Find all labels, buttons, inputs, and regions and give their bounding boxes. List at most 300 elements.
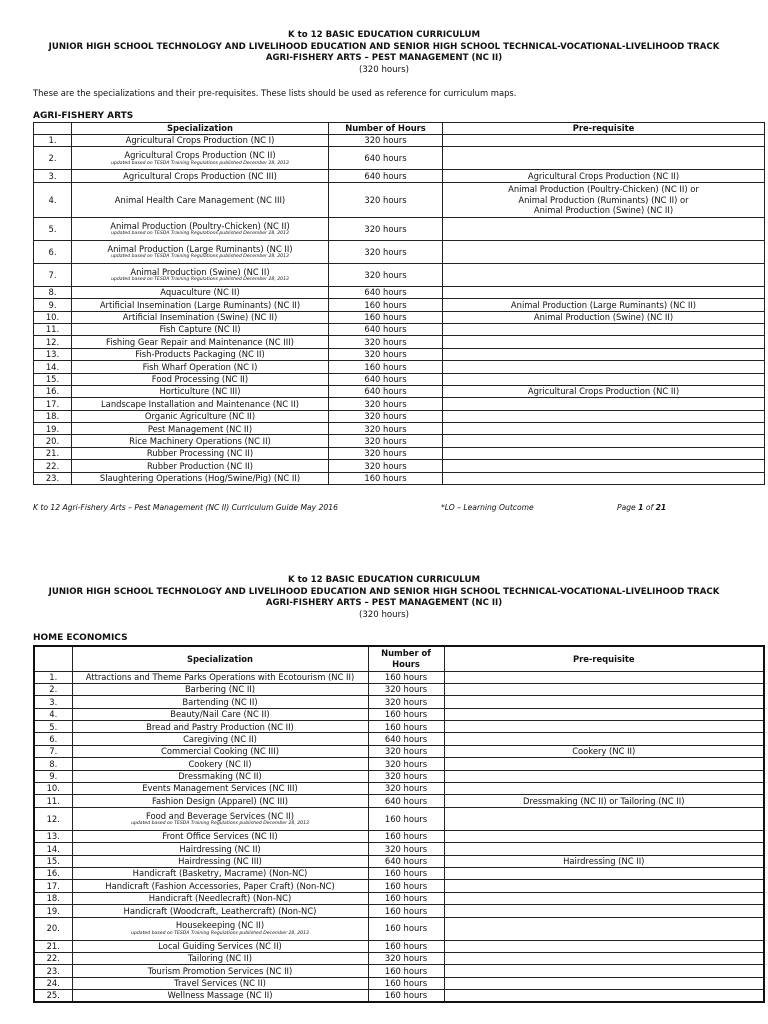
hours-cell: 320 hours xyxy=(368,770,444,782)
specialization-name: Handicraft (Fashion Accessories, Paper Craft) (Non-NC) xyxy=(105,880,335,891)
hours-cell: 640 hours xyxy=(368,855,444,867)
prerequisite-cell xyxy=(443,336,765,348)
hours-cell: 320 hours xyxy=(329,447,443,459)
column-header-number-2 xyxy=(34,646,72,671)
table-row xyxy=(34,311,765,323)
specialization-cell xyxy=(72,385,329,397)
table-row xyxy=(34,880,764,892)
specialization-name: Agricultural Crops Production (NC I) xyxy=(125,135,275,146)
specialization-cell xyxy=(72,147,329,170)
row-number: 5. xyxy=(34,217,72,240)
hours-cell: 320 hours xyxy=(329,336,443,348)
row-number: 20. xyxy=(34,435,72,447)
specialization-name: Rubber Production (NC II) xyxy=(146,460,254,471)
specialization-name: Cookery (NC II) xyxy=(188,758,252,769)
hours-cell: 160 hours xyxy=(329,299,443,311)
table-row xyxy=(34,855,764,867)
table-row xyxy=(34,472,765,484)
table-row xyxy=(34,263,765,286)
prerequisite-cell xyxy=(443,348,765,360)
prerequisite-cell xyxy=(444,965,764,977)
prerequisite-cell xyxy=(443,373,765,385)
prerequisite-cell: Agricultural Crops Production (NC II) xyxy=(443,170,765,182)
specialization-name: Rice Machinery Operations (NC II) xyxy=(129,435,271,446)
prerequisite-cell xyxy=(443,472,765,484)
prerequisite-cell xyxy=(444,721,764,733)
hours-cell: 160 hours xyxy=(329,472,443,484)
row-number: 24. xyxy=(34,977,72,989)
table-row xyxy=(34,299,765,311)
footer-of-word: of xyxy=(643,503,656,512)
hours-cell: 320 hours xyxy=(368,843,444,855)
hours-cell: 320 hours xyxy=(329,217,443,240)
hours-cell: 160 hours xyxy=(368,830,444,842)
specialization-name: Animal Production (Poultry-Chicken) (NC II) xyxy=(110,220,290,231)
specialization-name: Local Guiding Services (NC II) xyxy=(158,940,282,951)
hours-cell: 640 hours xyxy=(329,373,443,385)
table-row xyxy=(34,990,764,1002)
specialization-name: Aquaculture (NC II) xyxy=(160,287,240,298)
prerequisite-cell xyxy=(443,263,765,286)
specialization-name: Bartending (NC II) xyxy=(182,696,258,707)
specialization-name: Handicraft (Basketry, Macrame) (Non-NC) xyxy=(132,868,308,879)
specialization-cell xyxy=(72,447,329,459)
specialization-cell xyxy=(72,398,329,410)
table-row xyxy=(34,696,764,708)
table-row xyxy=(34,952,764,964)
prerequisite-cell xyxy=(443,323,765,335)
table-row xyxy=(34,977,764,989)
section-title-home: HOME ECONOMICS xyxy=(33,633,128,643)
column-header-hours: Number of Hours xyxy=(329,123,443,135)
prerequisite-cell xyxy=(443,460,765,472)
specialization-cell xyxy=(72,323,329,335)
specialization-cell xyxy=(72,892,368,904)
hours-cell: 320 hours xyxy=(329,435,443,447)
table-row xyxy=(34,830,764,842)
hours-cell: 320 hours xyxy=(329,182,443,217)
specialization-cell xyxy=(72,135,329,147)
specialization-name: Bread and Pastry Production (NC II) xyxy=(146,721,294,732)
hours-cell: 320 hours xyxy=(368,952,444,964)
table-row xyxy=(34,135,765,147)
tesda-update-note: updated based on TESDA Training Regulations published December 28, 2013 xyxy=(111,231,289,237)
specialization-cell xyxy=(72,240,329,263)
prerequisite-cell: Hairdressing (NC II) xyxy=(444,855,764,867)
prerequisite-cell: Animal Production (Large Ruminants) (NC II) xyxy=(443,299,765,311)
header-line-3: AGRI-FISHERY ARTS – PEST MANAGEMENT (NC II) xyxy=(265,53,503,63)
agri-table-body xyxy=(34,135,765,485)
specialization-cell xyxy=(72,855,368,867)
footer-page-total: 21 xyxy=(655,503,667,512)
prerequisite-cell xyxy=(444,807,764,830)
document-page-2 xyxy=(0,520,768,1024)
table-row xyxy=(34,917,764,940)
row-number: 8. xyxy=(34,286,72,298)
table-row xyxy=(34,240,765,263)
header2-line-1: K to 12 BASIC EDUCATION CURRICULUM xyxy=(287,575,481,585)
row-number: 11. xyxy=(34,795,72,807)
specialization-cell xyxy=(72,708,368,720)
prerequisite-cell xyxy=(444,892,764,904)
prerequisite-cell: Dressmaking (NC II) or Tailoring (NC II) xyxy=(444,795,764,807)
table-row xyxy=(34,182,765,217)
specialization-cell xyxy=(72,170,329,182)
row-number: 21. xyxy=(34,447,72,459)
table-row xyxy=(34,410,765,422)
specialization-name: Fish Wharf Operation (NC I) xyxy=(142,361,258,372)
hours-cell: 320 hours xyxy=(329,410,443,422)
table-row xyxy=(34,940,764,952)
table-row xyxy=(34,965,764,977)
prerequisite-cell xyxy=(444,783,764,795)
tesda-update-note: updated based on TESDA Training Regulations published December 28, 2013 xyxy=(111,254,289,260)
table-row xyxy=(34,721,764,733)
specialization-name: Commercial Cooking (NC III) xyxy=(160,746,280,757)
specialization-cell xyxy=(72,361,329,373)
hours-cell: 160 hours xyxy=(368,721,444,733)
prerequisite-cell xyxy=(443,361,765,373)
tesda-update-note: updated based on TESDA Training Regulations published December 28, 2013 xyxy=(111,277,289,283)
row-number: 22. xyxy=(34,460,72,472)
table-row xyxy=(34,905,764,917)
hours-cell: 640 hours xyxy=(329,286,443,298)
home-table xyxy=(33,645,765,1003)
specialization-name: Fish Capture (NC II) xyxy=(159,324,241,335)
specialization-name: Rubber Processing (NC II) xyxy=(146,448,254,459)
hours-cell: 320 hours xyxy=(329,348,443,360)
prerequisite-cell xyxy=(444,977,764,989)
hours-cell: 160 hours xyxy=(329,311,443,323)
table-row xyxy=(34,147,765,170)
row-number: 14. xyxy=(34,843,72,855)
specialization-name: Hairdressing (NC II) xyxy=(179,843,261,854)
specialization-cell xyxy=(72,683,368,695)
hours-cell: 640 hours xyxy=(329,385,443,397)
row-number: 13. xyxy=(34,348,72,360)
row-number: 2. xyxy=(34,147,72,170)
specialization-cell xyxy=(72,460,329,472)
hours-cell: 320 hours xyxy=(329,240,443,263)
row-number: 2. xyxy=(34,683,72,695)
specialization-name: Slaughtering Operations (Hog/Swine/Pig) (NC II) xyxy=(99,473,301,484)
specialization-name: Horticulture (NC III) xyxy=(159,386,241,397)
row-number: 10. xyxy=(34,311,72,323)
specialization-name: Housekeeping (NC II) xyxy=(175,920,265,931)
specialization-cell xyxy=(72,940,368,952)
table-row xyxy=(34,217,765,240)
specialization-name: Food and Beverage Services (NC II) xyxy=(145,810,295,821)
table-row xyxy=(34,460,765,472)
hours-cell: 160 hours xyxy=(368,905,444,917)
table-row xyxy=(34,892,764,904)
row-number: 8. xyxy=(34,758,72,770)
hours-cell: 640 hours xyxy=(329,323,443,335)
prerequisite-cell xyxy=(444,917,764,940)
row-number: 15. xyxy=(34,855,72,867)
specialization-name: Pest Management (NC II) xyxy=(147,423,253,434)
specialization-cell xyxy=(72,783,368,795)
table-row xyxy=(34,447,765,459)
specialization-cell xyxy=(72,721,368,733)
prerequisite-cell: Animal Production (Swine) (NC II) xyxy=(443,311,765,323)
row-number: 7. xyxy=(34,745,72,757)
specialization-cell xyxy=(72,745,368,757)
home-table-body xyxy=(34,671,764,1002)
specialization-cell xyxy=(72,671,368,683)
row-number: 5. xyxy=(34,721,72,733)
hours-cell: 320 hours xyxy=(329,460,443,472)
agri-table xyxy=(33,122,765,485)
hours-cell: 320 hours xyxy=(368,783,444,795)
table-row xyxy=(34,758,764,770)
row-number: 22. xyxy=(34,952,72,964)
table-row xyxy=(34,843,764,855)
specialization-cell xyxy=(72,965,368,977)
specialization-name: Beauty/Nail Care (NC II) xyxy=(170,709,270,720)
footer-page-word: Page xyxy=(617,503,639,512)
column-header-prerequisite: Pre-requisite xyxy=(443,123,765,135)
footer-legend: *LO – Learning Outcome xyxy=(441,503,534,512)
hours-cell: 160 hours xyxy=(368,671,444,683)
prerequisite-cell xyxy=(443,286,765,298)
row-number: 3. xyxy=(34,170,72,182)
row-number: 19. xyxy=(34,905,72,917)
specialization-cell xyxy=(72,472,329,484)
row-number: 4. xyxy=(34,708,72,720)
hours-cell: 320 hours xyxy=(329,263,443,286)
prerequisite-cell xyxy=(443,410,765,422)
prerequisite-cell xyxy=(444,880,764,892)
specialization-cell xyxy=(72,311,329,323)
specialization-name: Animal Production (Swine) (NC II) xyxy=(130,266,270,277)
hours-cell: 640 hours xyxy=(329,170,443,182)
prerequisite-cell xyxy=(444,905,764,917)
specialization-name: Handicraft (Needlecraft) (Non-NC) xyxy=(148,893,292,904)
specialization-name: Wellness Massage (NC II) xyxy=(167,990,273,1001)
table-row xyxy=(34,733,764,745)
specialization-name: Artificial Insemination (Large Ruminants) (NC II) xyxy=(99,299,301,310)
prerequisite-cell xyxy=(443,423,765,435)
specialization-name: Animal Health Care Management (NC III) xyxy=(114,194,286,205)
specialization-name: Organic Agriculture (NC II) xyxy=(144,411,256,422)
row-number: 10. xyxy=(34,783,72,795)
row-number: 12. xyxy=(34,336,72,348)
footer-page-number xyxy=(617,503,666,512)
specialization-cell xyxy=(72,410,329,422)
prerequisite-cell xyxy=(444,867,764,879)
specialization-name: Animal Production (Large Ruminants) (NC II) xyxy=(107,243,293,254)
row-number: 14. xyxy=(34,361,72,373)
prerequisite-cell xyxy=(444,830,764,842)
header2-line-3: AGRI-FISHERY ARTS – PEST MANAGEMENT (NC II) xyxy=(265,598,503,608)
header-line-4: (320 hours) xyxy=(358,64,409,75)
specialization-cell xyxy=(72,843,368,855)
table-row xyxy=(34,373,765,385)
page-header xyxy=(0,30,768,76)
column-header-number xyxy=(34,123,72,135)
row-number: 16. xyxy=(34,867,72,879)
table-row xyxy=(34,708,764,720)
hours-cell: 320 hours xyxy=(368,696,444,708)
table-row xyxy=(34,671,764,683)
specialization-cell xyxy=(72,905,368,917)
row-number: 12. xyxy=(34,807,72,830)
row-number: 18. xyxy=(34,410,72,422)
header-line-1: K to 12 BASIC EDUCATION CURRICULUM xyxy=(287,30,481,40)
row-number: 20. xyxy=(34,917,72,940)
specialization-cell xyxy=(72,263,329,286)
hours-cell: 320 hours xyxy=(368,683,444,695)
intro-text: These are the specializations and their pre-requisites. These lists should be used as reference for curriculum maps. xyxy=(33,88,517,98)
row-number: 4. xyxy=(34,182,72,217)
specialization-cell xyxy=(72,758,368,770)
row-number: 3. xyxy=(34,696,72,708)
table-row xyxy=(34,398,765,410)
specialization-name: Landscape Installation and Maintenance (NC II) xyxy=(101,398,299,409)
prerequisite-cell xyxy=(444,770,764,782)
prerequisite-cell: Animal Production (Poultry-Chicken) (NC II) or Animal Production (Ruminants) (NC II) or Animal Production (Swine) (NC II) xyxy=(443,182,765,217)
hours-cell: 320 hours xyxy=(368,745,444,757)
specialization-name: Fish-Products Packaging (NC II) xyxy=(135,349,265,360)
prerequisite-cell xyxy=(444,696,764,708)
footer-page-current: 1 xyxy=(638,503,644,512)
prerequisite-cell: Agricultural Crops Production (NC II) xyxy=(443,385,765,397)
table-row xyxy=(34,745,764,757)
tesda-update-note: updated based on TESDA Training Regulations published December 28, 2013 xyxy=(111,160,289,166)
row-number: 18. xyxy=(34,892,72,904)
specialization-name: Events Management Services (NC III) xyxy=(142,783,298,794)
hours-cell: 160 hours xyxy=(368,977,444,989)
specialization-cell xyxy=(72,795,368,807)
specialization-name: Fishing Gear Repair and Maintenance (NC III) xyxy=(106,336,294,347)
specialization-cell xyxy=(72,348,329,360)
specialization-name: Tailoring (NC II) xyxy=(188,953,252,964)
specialization-cell xyxy=(72,807,368,830)
specialization-cell xyxy=(72,286,329,298)
prerequisite-cell xyxy=(443,435,765,447)
specialization-cell xyxy=(72,696,368,708)
hours-cell: 640 hours xyxy=(329,147,443,170)
specialization-name: Food Processing (NC II) xyxy=(151,373,249,384)
hours-cell: 160 hours xyxy=(368,880,444,892)
table-row xyxy=(34,286,765,298)
specialization-cell xyxy=(72,770,368,782)
specialization-cell xyxy=(72,990,368,1002)
hours-cell: 640 hours xyxy=(368,795,444,807)
specialization-name: Front Office Services (NC II) xyxy=(162,831,278,842)
specialization-cell xyxy=(72,880,368,892)
prerequisite-cell xyxy=(443,217,765,240)
header2-line-2: JUNIOR HIGH SCHOOL TECHNOLOGY AND LIVELIHOOD EDUCATION AND SENIOR HIGH SCHOOL TECHNICAL-VOCATIONAL-LIVELIHOOD TRACK xyxy=(48,586,720,597)
specialization-cell xyxy=(72,977,368,989)
hours-cell: 160 hours xyxy=(368,940,444,952)
specialization-name: Travel Services (NC II) xyxy=(174,978,266,989)
prerequisite-cell xyxy=(444,683,764,695)
table-row xyxy=(34,423,765,435)
table-row xyxy=(34,783,764,795)
table-row xyxy=(34,683,764,695)
row-number: 6. xyxy=(34,733,72,745)
column-header-specialization-2: Specialization xyxy=(72,646,368,671)
hours-cell: 320 hours xyxy=(368,758,444,770)
row-number: 7. xyxy=(34,263,72,286)
prerequisite-cell xyxy=(444,843,764,855)
hours-cell: 160 hours xyxy=(329,361,443,373)
prerequisite-cell: Cookery (NC II) xyxy=(444,745,764,757)
hours-cell: 160 hours xyxy=(368,892,444,904)
table-row xyxy=(34,323,765,335)
specialization-name: Attractions and Theme Parks Operations with Ecotourism (NC II) xyxy=(85,671,355,682)
prerequisite-cell xyxy=(443,135,765,147)
column-header-specialization: Specialization xyxy=(72,123,329,135)
prerequisite-cell xyxy=(443,240,765,263)
table-row xyxy=(34,170,765,182)
row-number: 25. xyxy=(34,990,72,1002)
tesda-update-note: updated based on TESDA Training Regulations published December 28, 2013 xyxy=(131,821,309,827)
page-header-2 xyxy=(0,575,768,621)
specialization-name: Tourism Promotion Services (NC II) xyxy=(147,965,293,976)
specialization-name: Agricultural Crops Production (NC II) xyxy=(124,150,276,161)
specialization-name: Dressmaking (NC II) xyxy=(178,771,262,782)
table-row xyxy=(34,867,764,879)
prerequisite-cell xyxy=(444,952,764,964)
row-number: 16. xyxy=(34,385,72,397)
table-row xyxy=(34,336,765,348)
row-number: 11. xyxy=(34,323,72,335)
hours-cell: 160 hours xyxy=(368,965,444,977)
specialization-cell xyxy=(72,423,329,435)
specialization-cell xyxy=(72,435,329,447)
prerequisite-cell xyxy=(444,671,764,683)
prerequisite-cell xyxy=(443,398,765,410)
hours-cell: 640 hours xyxy=(368,733,444,745)
table-row xyxy=(34,795,764,807)
specialization-cell xyxy=(72,182,329,217)
row-number: 13. xyxy=(34,830,72,842)
hours-cell: 160 hours xyxy=(368,990,444,1002)
hours-cell: 320 hours xyxy=(329,398,443,410)
specialization-cell xyxy=(72,373,329,385)
specialization-cell xyxy=(72,867,368,879)
row-number: 6. xyxy=(34,240,72,263)
row-number: 23. xyxy=(34,472,72,484)
hours-cell: 160 hours xyxy=(368,807,444,830)
specialization-cell xyxy=(72,217,329,240)
prerequisite-cell xyxy=(444,708,764,720)
prerequisite-cell xyxy=(444,733,764,745)
header2-line-4: (320 hours) xyxy=(358,609,409,620)
hours-cell: 320 hours xyxy=(329,135,443,147)
tesda-update-note: updated based on TESDA Training Regulations published December 28, 2013 xyxy=(131,930,309,936)
specialization-name: Agricultural Crops Production (NC III) xyxy=(123,170,277,181)
specialization-name: Handicraft (Woodcraft, Leathercraft) (Non-NC) xyxy=(123,905,317,916)
hours-cell: 320 hours xyxy=(329,423,443,435)
table-row xyxy=(34,807,764,830)
column-header-hours-2: Number of Hours xyxy=(368,646,444,671)
hours-cell: 160 hours xyxy=(368,708,444,720)
hours-cell: 160 hours xyxy=(368,917,444,940)
row-number: 15. xyxy=(34,373,72,385)
table-row xyxy=(34,361,765,373)
prerequisite-cell xyxy=(444,940,764,952)
header-line-2: JUNIOR HIGH SCHOOL TECHNOLOGY AND LIVELIHOOD EDUCATION AND SENIOR HIGH SCHOOL TECHNICAL-VOCATIONAL-LIVELIHOOD TRACK xyxy=(48,41,720,52)
hours-cell: 160 hours xyxy=(368,867,444,879)
prerequisite-cell xyxy=(444,758,764,770)
specialization-cell xyxy=(72,952,368,964)
table-row xyxy=(34,385,765,397)
specialization-cell xyxy=(72,299,329,311)
